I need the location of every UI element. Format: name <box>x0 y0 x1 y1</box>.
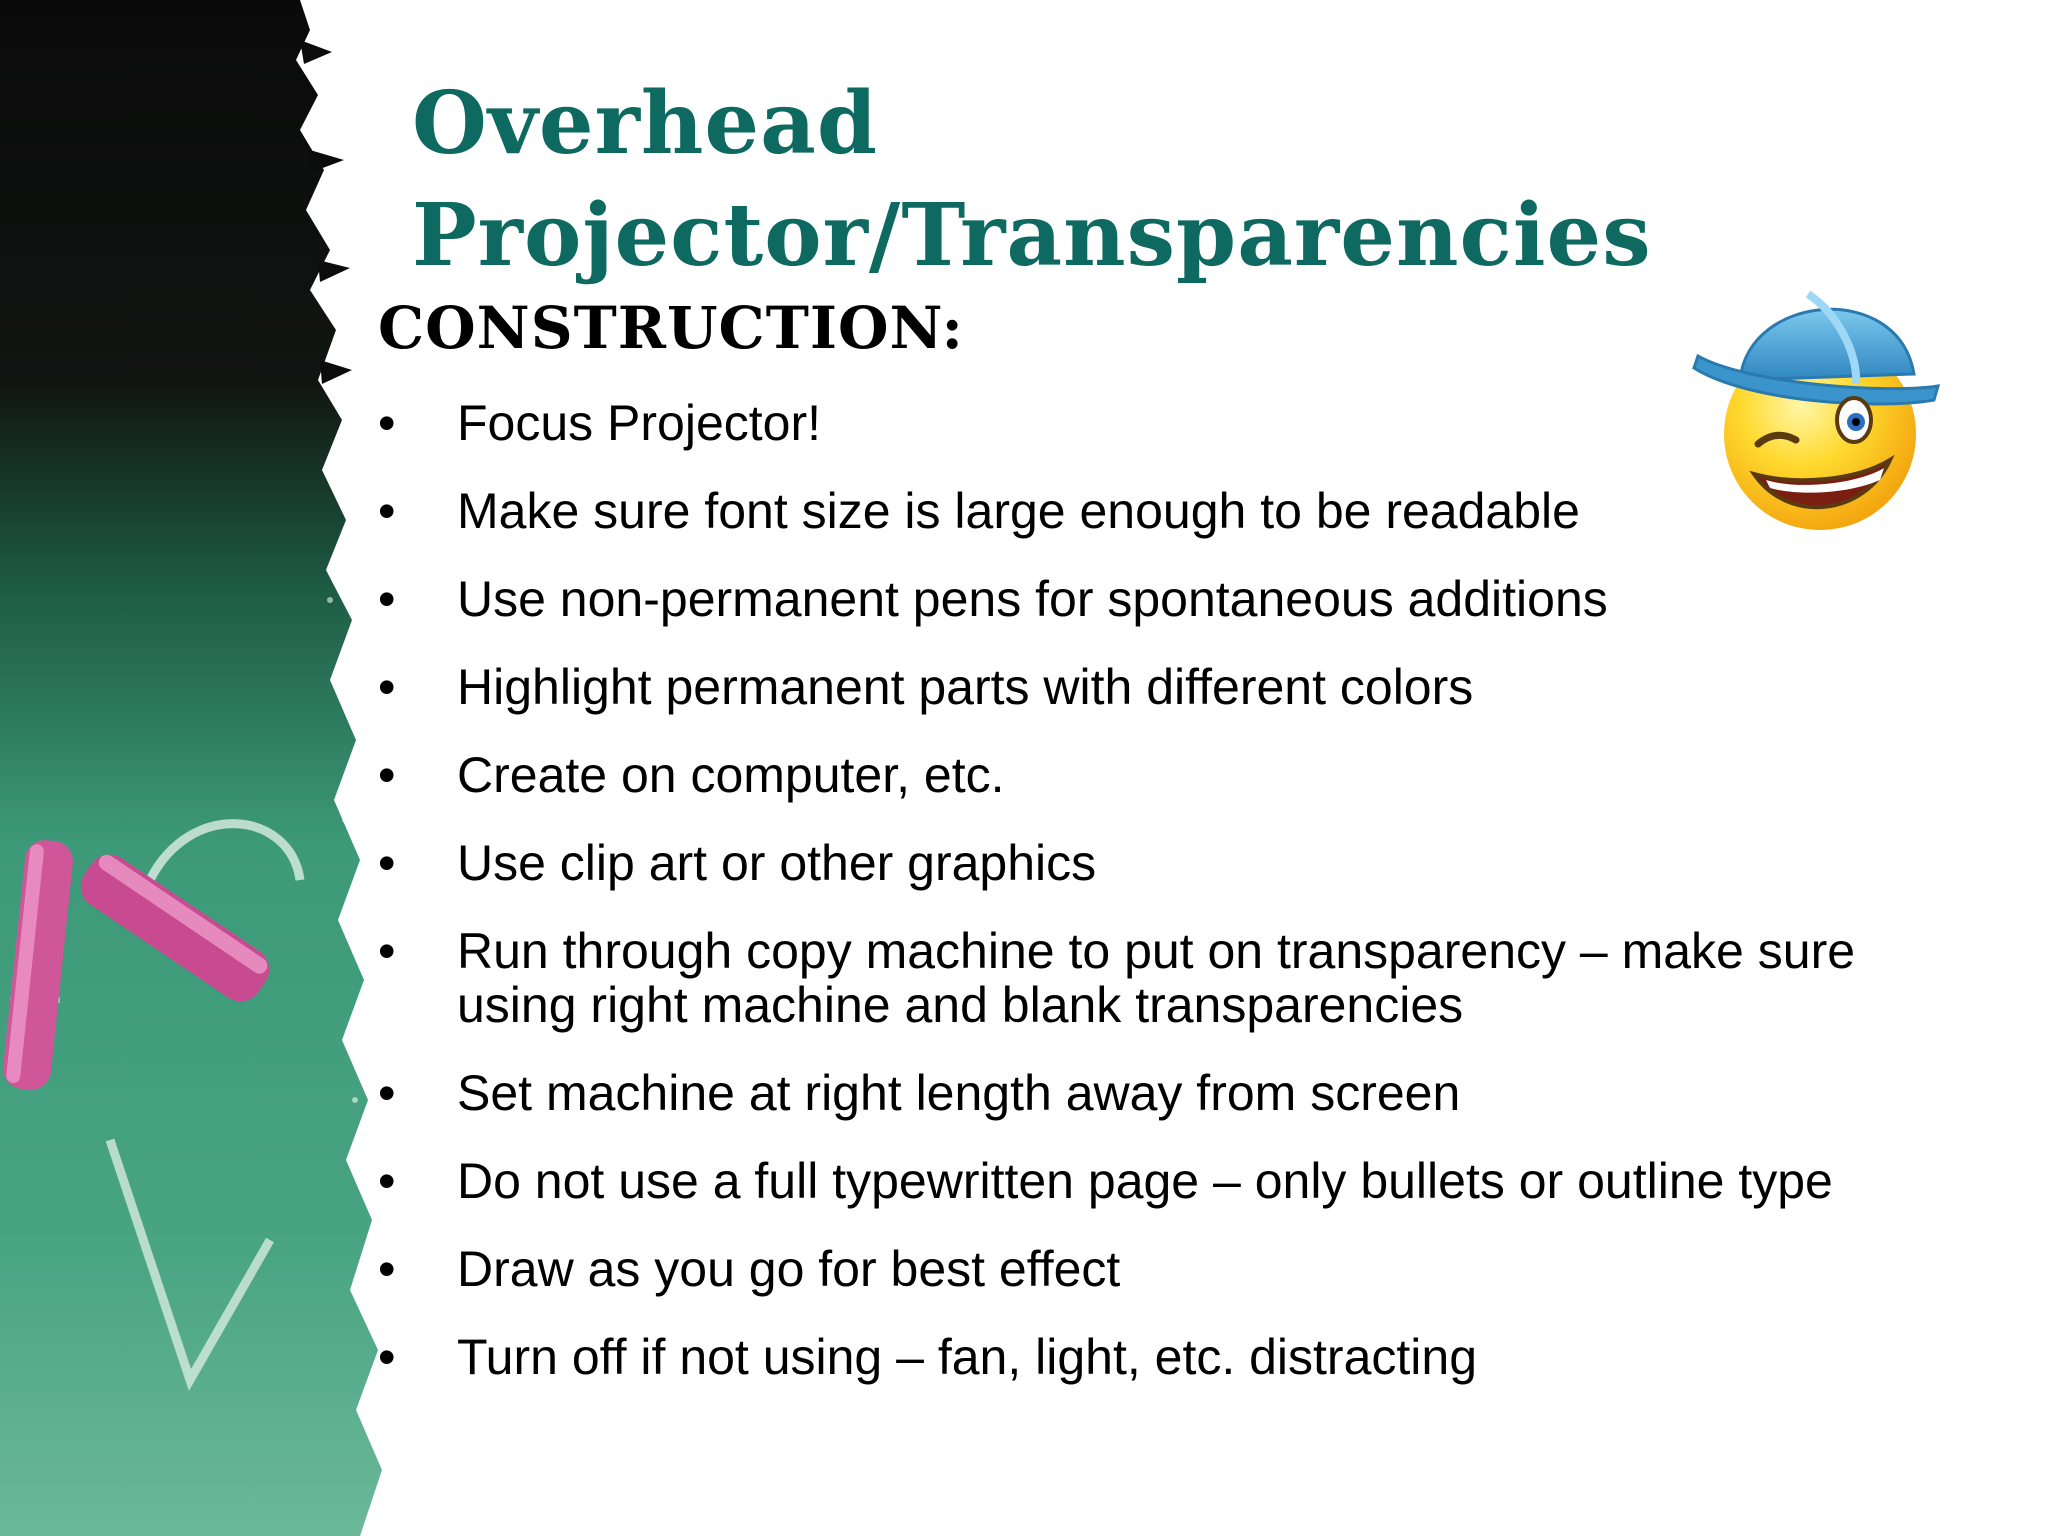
bullet-dot: • <box>378 747 396 803</box>
list-item <box>378 1330 1938 1384</box>
title-line-1: Overhead <box>412 73 879 174</box>
list-item <box>378 836 1938 890</box>
bullet-dot: • <box>378 571 396 627</box>
list-item <box>378 748 1938 802</box>
bullet-text: Do not use a full typewritten page – only bullets or outline type <box>457 1153 1833 1209</box>
bullet-text: Use clip art or other graphics <box>457 835 1097 891</box>
list-item <box>378 572 1938 626</box>
bullet-dot: • <box>378 923 396 979</box>
bullet-text: Set machine at right length away from screen <box>457 1065 1461 1121</box>
bullet-list <box>378 396 1938 1418</box>
bullet-text: Focus Projector! <box>457 395 822 451</box>
bullet-dot: • <box>378 1241 396 1297</box>
bullet-dot: • <box>378 835 396 891</box>
section-heading: CONSTRUCTION: <box>378 294 964 362</box>
bullet-dot: • <box>378 395 396 451</box>
list-item <box>378 1242 1938 1296</box>
bullet-text: Draw as you go for best effect <box>457 1241 1121 1297</box>
slide-title <box>412 68 1652 292</box>
list-item <box>378 1154 1938 1208</box>
list-item <box>378 660 1938 714</box>
bullet-text: Make sure font size is large enough to be readable <box>457 483 1580 539</box>
chalkboard-decoration <box>0 0 440 1536</box>
title-line-2: Projector/Transparencies <box>412 185 1652 286</box>
bullet-dot: • <box>378 659 396 715</box>
bullet-text: Highlight permanent parts with different colors <box>457 659 1474 715</box>
winking-smiley-hardhat-icon <box>1688 254 1940 536</box>
bullet-text: Use non-permanent pens for spontaneous additions <box>457 571 1608 627</box>
list-item <box>378 1066 1938 1120</box>
bullet-dot: • <box>378 1153 396 1209</box>
bullet-dot: • <box>378 483 396 539</box>
bullet-text: Run through copy machine to put on transparency – make sure using right machine and blank transparencies <box>457 923 1856 1033</box>
bullet-text: Turn off if not using – fan, light, etc. distracting <box>457 1329 1477 1385</box>
bullet-dot: • <box>378 1329 396 1385</box>
list-item <box>378 924 1938 1032</box>
bullet-text: Create on computer, etc. <box>457 747 1005 803</box>
bullet-dot: • <box>378 1065 396 1121</box>
